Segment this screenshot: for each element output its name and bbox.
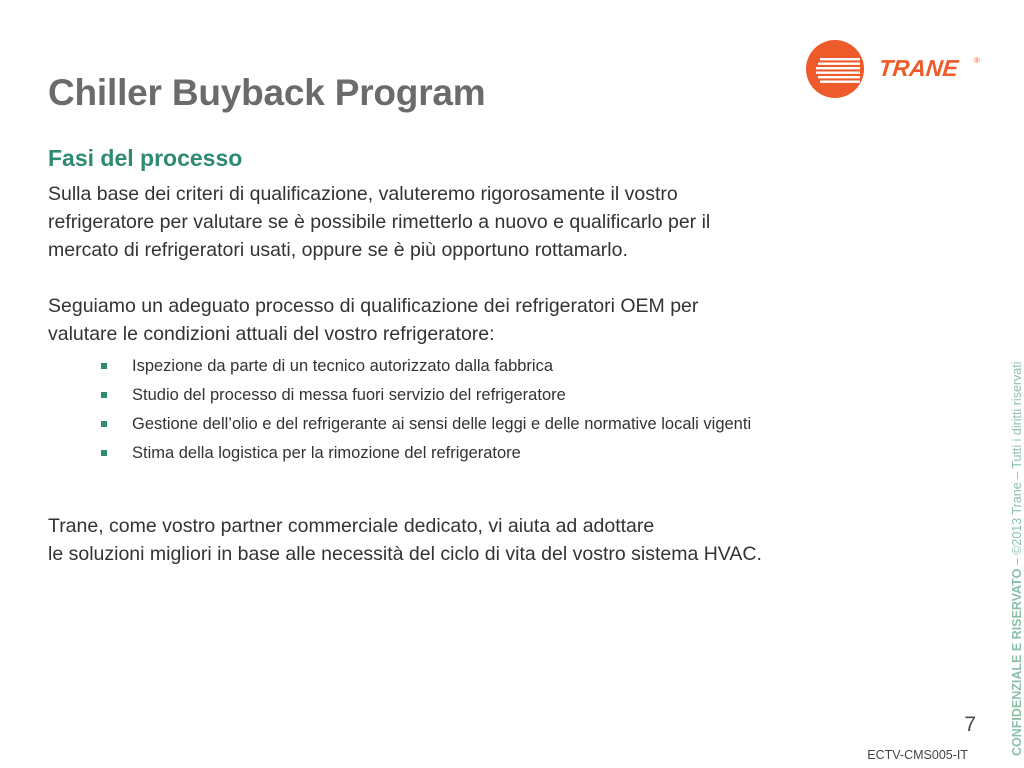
confidentiality-notice (1010, 361, 1024, 756)
list-item-text: Stima della logistica per la rimozione del refrigeratore (132, 444, 521, 462)
square-bullet-icon (101, 421, 107, 427)
confidential-label: CONFIDENZIALE E RISERVATO (1010, 568, 1024, 756)
logo-wordmark: TRANE (877, 55, 960, 81)
square-bullet-icon (101, 450, 107, 456)
page-number: 7 (964, 713, 976, 736)
trane-logo (806, 38, 986, 100)
closing-paragraph (48, 512, 928, 568)
text-line: valutare le condizioni attuali del vostro refrigeratore: (48, 323, 495, 345)
text-line: Sulla base dei criteri di qualificazione, valuteremo rigorosamente il vostro (48, 183, 678, 205)
section-heading: Fasi del processo (48, 145, 243, 171)
logo-registered-mark: ® (974, 56, 980, 65)
list-item (100, 410, 928, 439)
text-line: refrigeratore per valutare se è possibile rimetterlo a nuovo e qualificarlo per il (48, 211, 711, 233)
text-line: mercato di refrigeratori usati, oppure se è più opportuno rottamarlo. (48, 239, 628, 261)
square-bullet-icon (101, 363, 107, 369)
square-bullet-icon (101, 392, 107, 398)
list-item-text: Gestione dell’olio e del refrigerante ai sensi delle leggi e delle normative locali vigenti (132, 415, 752, 433)
list-item-text: Ispezione da parte di un tecnico autorizzato dalla fabbrica (132, 357, 554, 375)
text-line: le soluzioni migliori in base alle necessità del ciclo di vita del vostro sistema HVAC. (48, 543, 762, 565)
slide-body (48, 180, 928, 568)
list-item-text: Studio del processo di messa fuori servizio del refrigeratore (132, 386, 566, 404)
process-steps-list (48, 352, 928, 468)
copyright-text: – ©2013 Trane – Tutti i diritti riservati (1010, 361, 1024, 569)
list-item (100, 352, 928, 381)
text-line: Trane, come vostro partner commerciale dedicato, vi aiuta ad adottare (48, 515, 655, 537)
list-item (100, 381, 928, 410)
intro-paragraph (48, 180, 928, 264)
text-line: Seguiamo un adeguato processo di qualificazione dei refrigeratori OEM per (48, 295, 699, 317)
document-code: ECTV-CMS005-IT (867, 748, 968, 762)
process-paragraph (48, 292, 928, 348)
slide-title: Chiller Buyback Program (48, 72, 486, 113)
list-item (100, 439, 928, 468)
